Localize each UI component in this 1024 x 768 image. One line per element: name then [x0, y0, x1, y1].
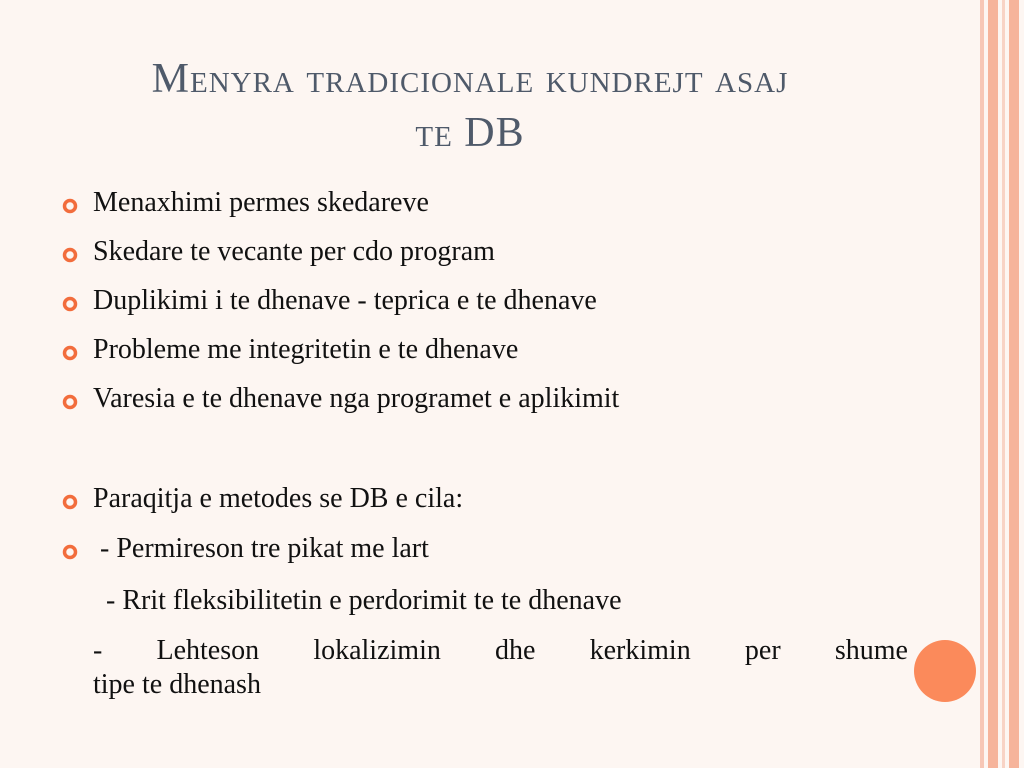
bullet-ring-icon — [62, 494, 78, 510]
list-item-text: Paraqitja e metodes se DB e cila: — [93, 483, 464, 514]
list-item-text — [93, 634, 908, 702]
bullet-ring-icon — [62, 345, 78, 361]
continuation-line: tipe te dhenash — [93, 669, 261, 700]
list-item-text: Skedare te vecante per cdo program — [93, 236, 495, 267]
bullet-ring-icon — [62, 394, 78, 410]
word: per — [744, 635, 781, 666]
list-item-text: - Permireson tre pikat me lart — [93, 533, 429, 564]
title-line-1: Menyra tradicionale kundrejt asaj — [151, 56, 789, 102]
bullet-ring-icon — [62, 296, 78, 312]
justified-line — [93, 634, 908, 668]
word: shume — [834, 635, 908, 666]
decorative-circle — [914, 640, 976, 702]
bullet-ring-icon — [62, 247, 78, 263]
word: kerkimin — [589, 635, 691, 666]
list-item-text: Probleme me integritetin e te dhenave — [93, 334, 519, 365]
word: dhe — [495, 635, 536, 666]
list-item-text: Varesia e te dhenave nga programet e aplikimit — [93, 383, 620, 414]
bullet-ring-icon — [62, 198, 78, 214]
word: Lehteson — [156, 635, 260, 666]
list-item-text: - Rrit fleksibilitetin e perdorimit te te dhenave — [106, 585, 622, 616]
list-item-text: Menaxhimi permes skedareve — [93, 187, 429, 218]
slide-title — [60, 52, 880, 160]
title-line-2: te DB — [415, 110, 525, 156]
word: lokalizimin — [313, 635, 441, 666]
bullet-ring-icon — [62, 544, 78, 560]
decorative-stripes — [980, 0, 1024, 768]
word: - — [93, 635, 103, 666]
list-item-text: Duplikimi i te dhenave - teprica e te dhenave — [93, 285, 597, 316]
